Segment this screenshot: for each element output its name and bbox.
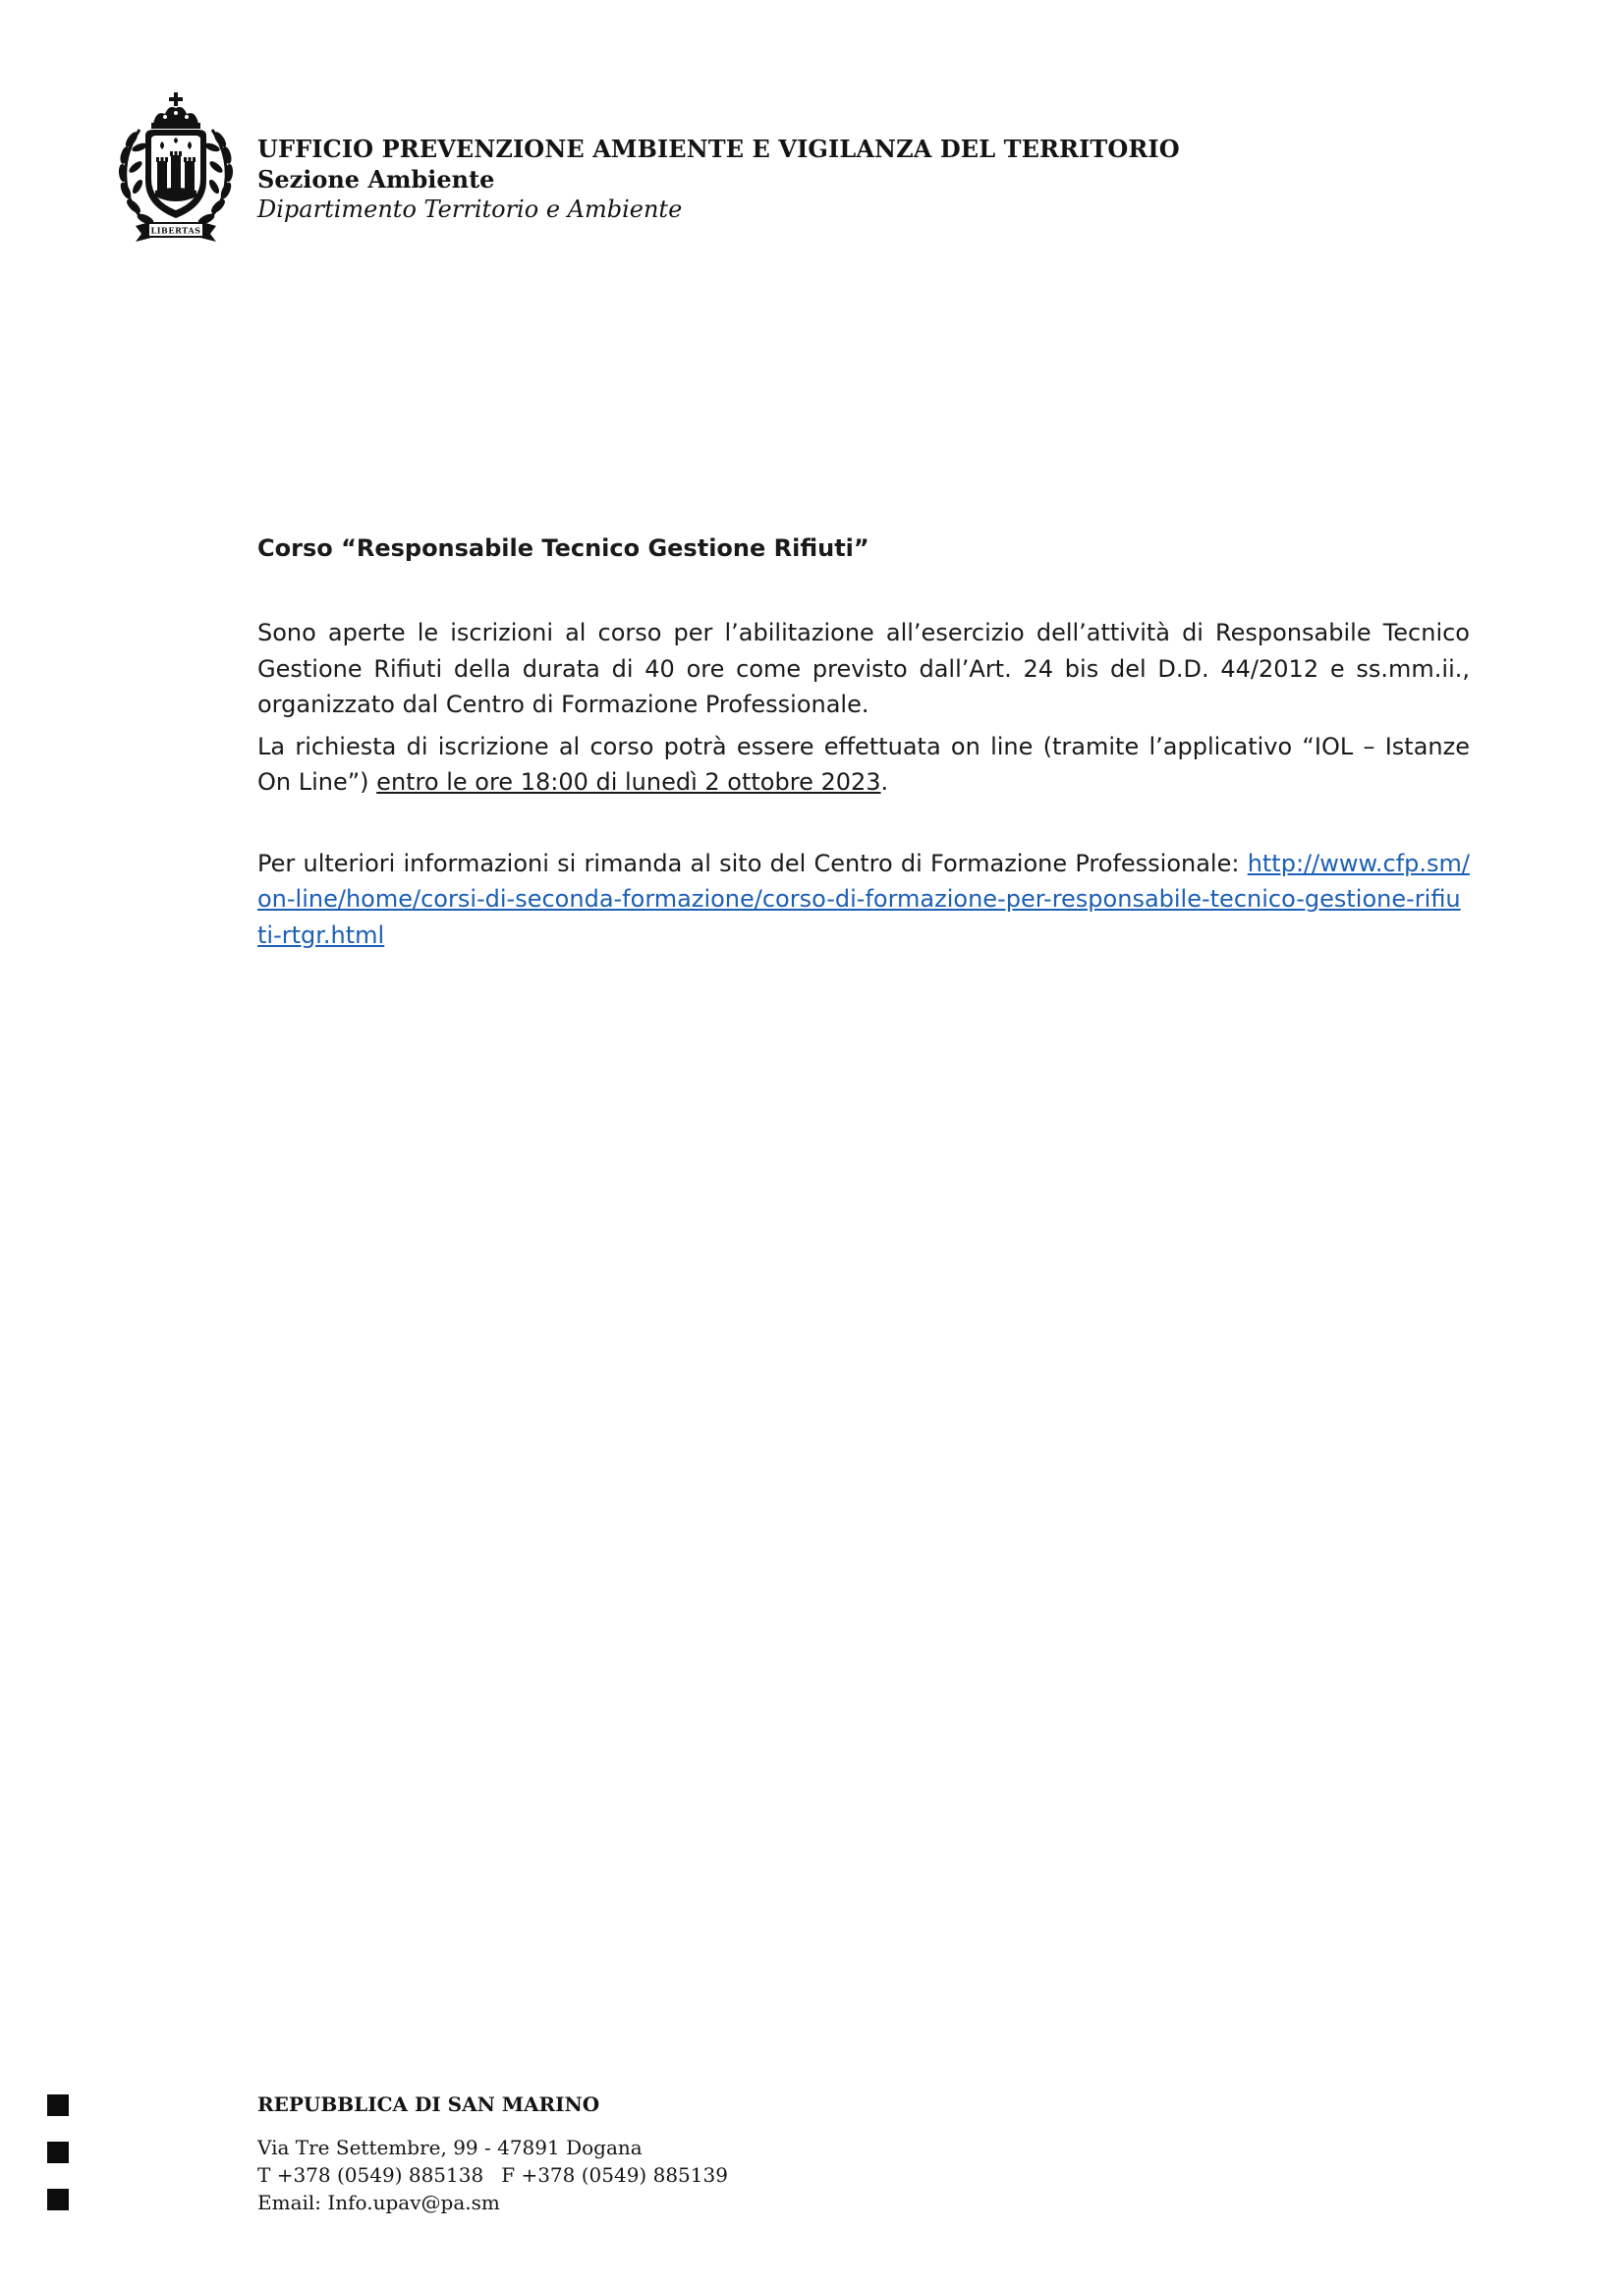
application-text: La richiesta di iscrizione al corso potrà essere effettuata on line (tramite l’applicativo “IOL – Istanze On Line”) [257, 732, 1470, 796]
footer-squares [47, 2094, 71, 2212]
application-paragraph [257, 729, 1470, 801]
footer-telephone: T +378 (0549) 885138 [257, 2163, 484, 2187]
emblem-motto: LIBERTAS [150, 225, 201, 236]
application-end: . [880, 768, 889, 796]
republic-name: REPUBBLICA DI SAN MARINO [257, 2092, 600, 2116]
info-text: Per ulteriori informazioni si rimanda al sito del Centro di Formazione Professionale: [257, 849, 1248, 877]
footer-square-icon [47, 2142, 69, 2163]
document-title: Corso “Responsabile Tecnico Gestione Rifiuti” [257, 534, 869, 562]
department-name: Dipartimento Territorio e Ambiente [257, 195, 683, 223]
deadline-text: entro le ore 18:00 di lunedì 2 ottobre 2023 [376, 768, 881, 796]
info-paragraph [257, 846, 1470, 954]
footer-address: Via Tre Settembre, 99 - 47891 Dogana [257, 2136, 643, 2159]
section-name: Sezione Ambiente [257, 165, 495, 194]
letterhead [114, 90, 1293, 248]
footer-square-icon [47, 2094, 69, 2116]
footer-email: Email: Info.upav@pa.sm [257, 2191, 500, 2214]
san-marino-coat-of-arms-icon [114, 90, 238, 246]
cfp-website-link[interactable]: http://www.cfp.sm/on-line/home/corsi-di-seconda-formazione/corso-di-formazione-per-responsabile-tecnico-gestione-rifiuti-rtgr.html [257, 849, 1470, 949]
document-body [257, 530, 1470, 959]
footer-phone-fax [257, 2161, 728, 2189]
enrollment-paragraph: Sono aperte le iscrizioni al corso per l’abilitazione all’esercizio dell’attività di Responsabile Tecnico Gestione Rifiuti della durata di 40 ore come previsto dall’Art. 24 bis del D.D. 44/2012 e ss.mm.ii., organizzato dal Centro di Formazione Professionale. [257, 619, 1470, 718]
footer [257, 2091, 728, 2216]
footer-square-icon [47, 2189, 69, 2210]
footer-fax: F +378 (0549) 885139 [501, 2163, 728, 2187]
header-text [257, 134, 1180, 225]
office-name: UFFICIO PREVENZIONE AMBIENTE E VIGILANZA DEL TERRITORIO [257, 135, 1180, 163]
